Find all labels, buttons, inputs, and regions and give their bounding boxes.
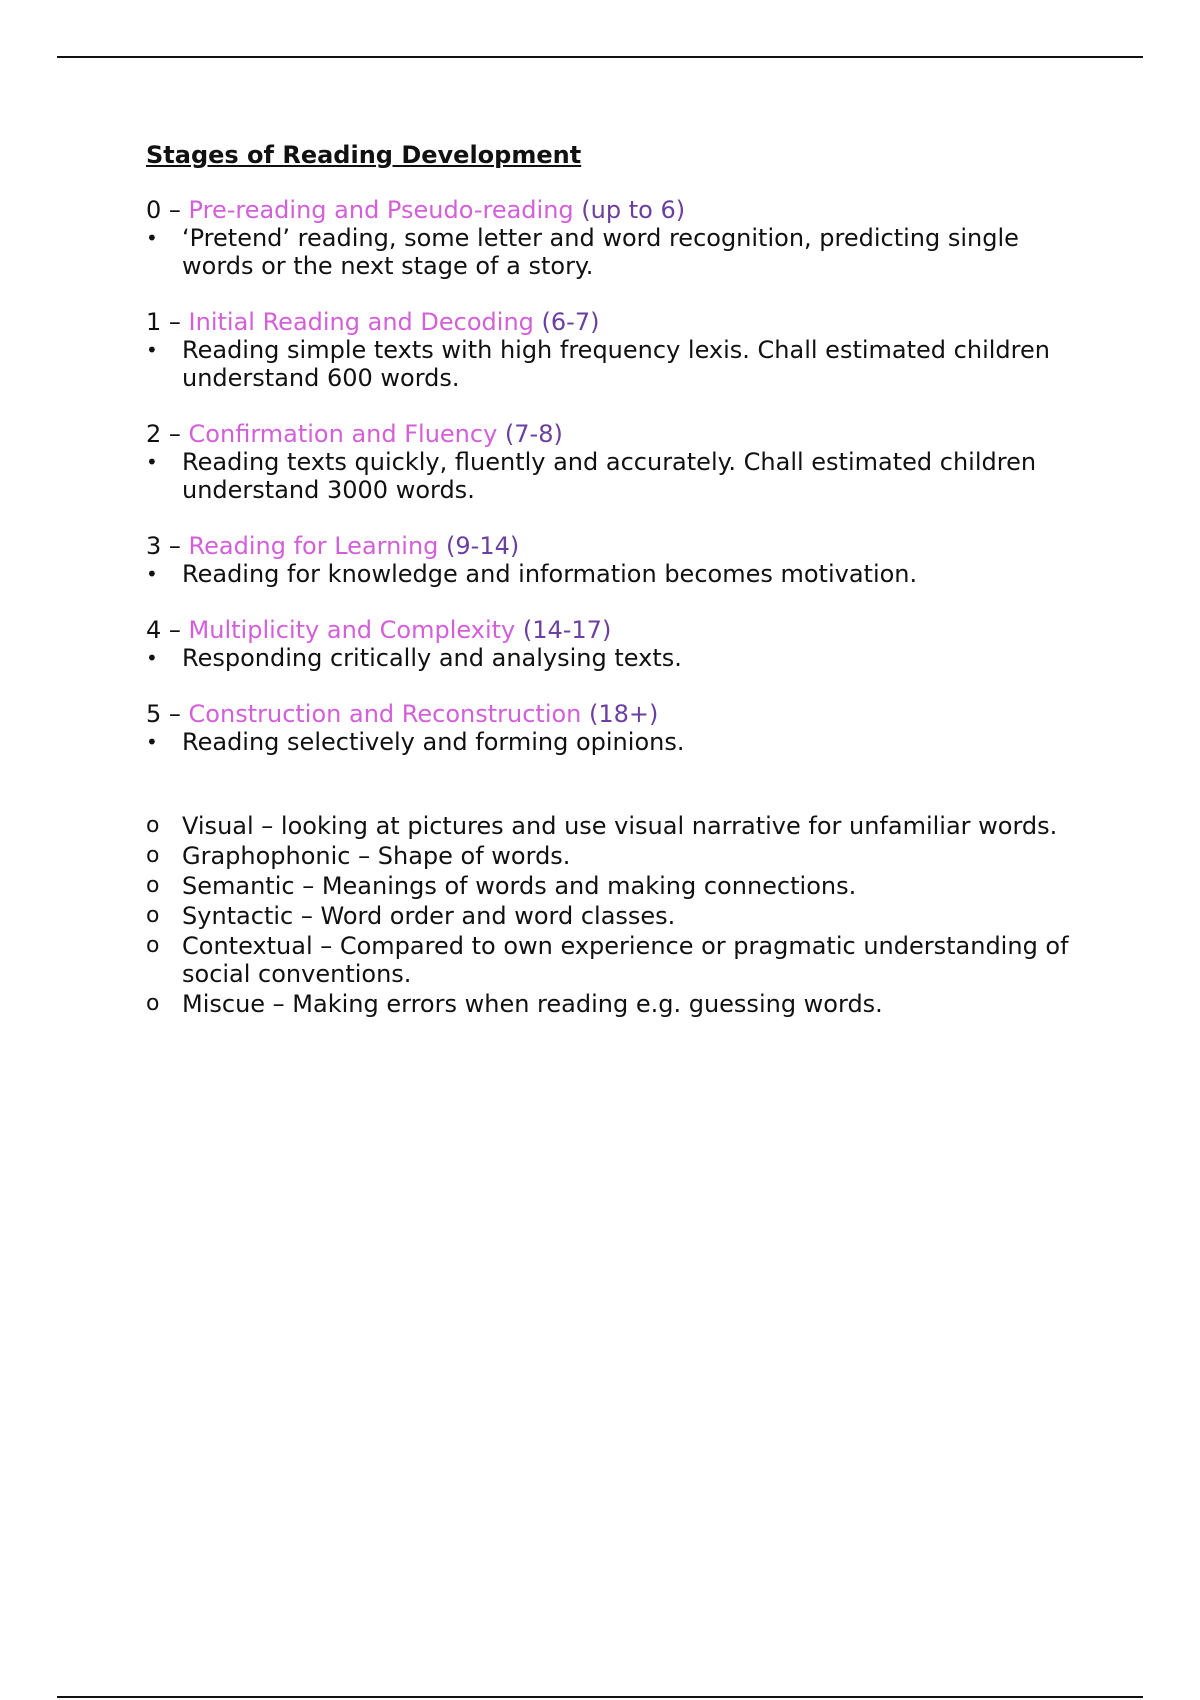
strategy-item xyxy=(146,990,1086,1018)
stage-description: Responding critically and analysing texts. xyxy=(182,644,682,672)
stage-dash: – xyxy=(161,196,189,224)
stage-number: 1 xyxy=(146,308,162,336)
stage-number: 5 xyxy=(146,700,162,728)
document-title: Stages of Reading Development xyxy=(146,141,582,169)
stage-number: 0 xyxy=(146,196,162,224)
stage-bullet xyxy=(146,224,1086,280)
stage-name: Initial Reading and Decoding xyxy=(188,308,534,336)
stage-description: Reading for knowledge and information becomes motivation. xyxy=(182,560,918,588)
bullet-icon: • xyxy=(146,730,158,754)
stage-age-range: (7-8) xyxy=(497,420,563,448)
stage-number: 4 xyxy=(146,616,162,644)
stage-age-range: (14-17) xyxy=(515,616,612,644)
stage-bullet xyxy=(146,560,1086,588)
strategy-text: Visual – looking at pictures and use visual narrative for unfamiliar words. xyxy=(182,812,1058,840)
stage-heading xyxy=(146,616,1086,644)
stage-name: Construction and Reconstruction xyxy=(188,700,582,728)
stage-item xyxy=(146,616,1086,672)
strategy-item xyxy=(146,932,1086,988)
stage-description: ‘Pretend’ reading, some letter and word recognition, predicting single words or the next stage of a story. xyxy=(182,224,1019,280)
stage-name: Confirmation and Fluency xyxy=(188,420,498,448)
stage-name: Reading for Learning xyxy=(188,532,439,560)
reading-strategies-list xyxy=(146,812,1086,1018)
strategy-text: Semantic – Meanings of words and making connections. xyxy=(182,872,857,900)
page-bottom-rule xyxy=(57,1696,1143,1698)
stage-age-range: (6-7) xyxy=(533,308,600,336)
strategy-text: Graphophonic – Shape of words. xyxy=(182,842,571,870)
stage-dash: – xyxy=(161,308,189,336)
stage-item xyxy=(146,196,1086,280)
stage-item xyxy=(146,532,1086,588)
stage-heading xyxy=(146,420,1086,448)
stage-bullet xyxy=(146,644,1086,672)
strategy-text: Miscue – Making errors when reading e.g. guessing words. xyxy=(182,990,883,1018)
circle-bullet-icon: o xyxy=(146,933,160,958)
stage-description: Reading texts quickly, fluently and accurately. Chall estimated children understand 3000 words. xyxy=(182,448,1037,504)
stage-item xyxy=(146,308,1086,392)
stage-dash: – xyxy=(161,420,189,448)
stage-number: 2 xyxy=(146,420,162,448)
strategy-text: Contextual – Compared to own experience or pragmatic understanding of social conventions. xyxy=(182,932,1069,988)
stage-name: Multiplicity and Complexity xyxy=(188,616,516,644)
page-top-rule xyxy=(57,56,1143,58)
stage-bullet xyxy=(146,448,1086,504)
stage-bullet xyxy=(146,728,1086,756)
bullet-icon: • xyxy=(146,226,158,250)
stage-bullet xyxy=(146,336,1086,392)
stage-age-range: (up to 6) xyxy=(573,196,686,224)
stage-item xyxy=(146,420,1086,504)
stage-heading xyxy=(146,196,1086,224)
stage-dash: – xyxy=(161,616,189,644)
circle-bullet-icon: o xyxy=(146,843,160,868)
circle-bullet-icon: o xyxy=(146,813,160,838)
stage-heading xyxy=(146,700,1086,728)
stage-description: Reading selectively and forming opinions. xyxy=(182,728,685,756)
stage-dash: – xyxy=(161,532,189,560)
stage-heading xyxy=(146,532,1086,560)
stage-description: Reading simple texts with high frequency lexis. Chall estimated children understand 600 words. xyxy=(182,336,1050,392)
bullet-icon: • xyxy=(146,562,158,586)
bullet-icon: • xyxy=(146,450,158,474)
bullet-icon: • xyxy=(146,646,158,670)
stage-age-range: (18+) xyxy=(581,700,659,728)
stage-item xyxy=(146,700,1086,756)
strategy-item xyxy=(146,902,1086,930)
stages-list xyxy=(146,196,1086,756)
strategy-item xyxy=(146,842,1086,870)
stage-heading xyxy=(146,308,1086,336)
stage-number: 3 xyxy=(146,532,162,560)
circle-bullet-icon: o xyxy=(146,991,160,1016)
stage-dash: – xyxy=(161,700,189,728)
strategy-text: Syntactic – Word order and word classes. xyxy=(182,902,676,930)
document-body xyxy=(146,140,1086,1020)
stage-age-range: (9-14) xyxy=(438,532,520,560)
strategy-item xyxy=(146,872,1086,900)
strategy-item xyxy=(146,812,1086,840)
circle-bullet-icon: o xyxy=(146,903,160,928)
circle-bullet-icon: o xyxy=(146,873,160,898)
stage-name: Pre-reading and Pseudo-reading xyxy=(188,196,574,224)
bullet-icon: • xyxy=(146,338,158,362)
